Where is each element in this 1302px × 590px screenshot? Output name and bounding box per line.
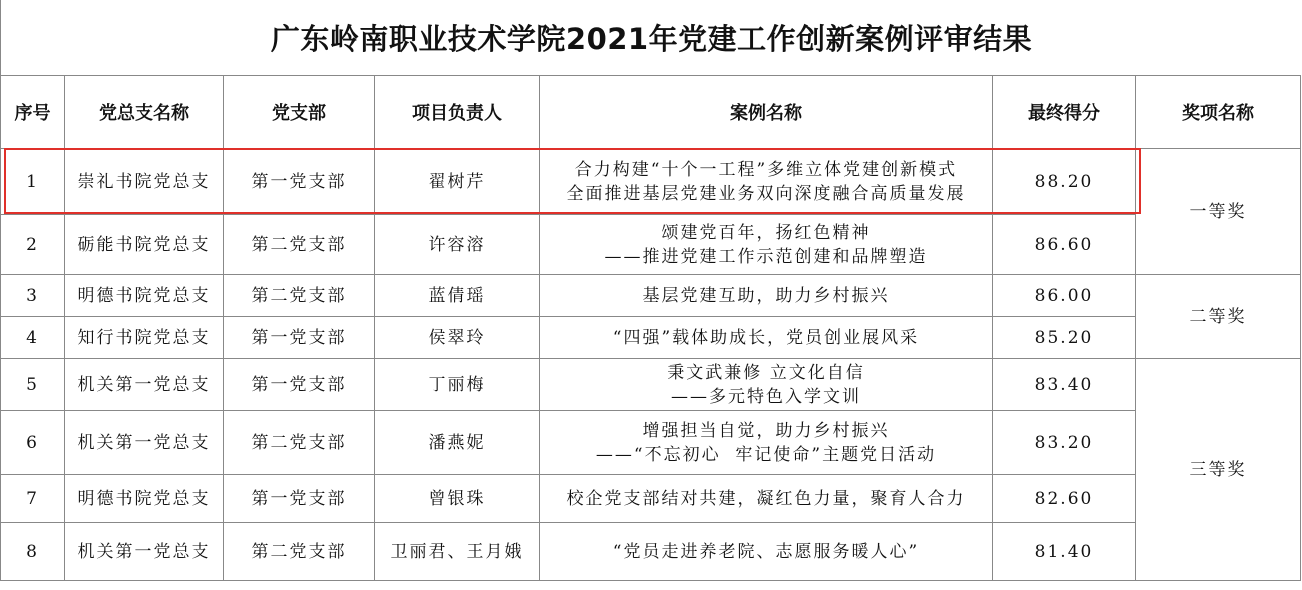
case-line: 全面推进基层党建业务双向深度融合高质量发展: [566, 183, 966, 204]
cell-branch-general: 砺能书院党总支: [65, 215, 224, 275]
case-line: ——多元特色入学文训: [671, 386, 861, 407]
case-line: ——“不忘初心 牢记使命”主题党日活动: [595, 444, 937, 465]
cell-leader: 丁丽梅: [375, 359, 540, 411]
cell-branch: 第二党支部: [224, 411, 375, 475]
case-line: “四强”载体助成长，党员创业展风采: [612, 327, 920, 348]
cell-case-name: [540, 317, 993, 359]
cell-case-name: [540, 359, 993, 411]
cell-no: 2: [1, 215, 65, 275]
cell-case-name: [540, 523, 993, 581]
table-row: [1, 215, 1301, 275]
cell-award: 二等奖: [1136, 275, 1301, 359]
cell-no: 5: [1, 359, 65, 411]
cell-score: 86.60: [993, 215, 1136, 275]
cell-case-name: [540, 275, 993, 317]
case-line: 颂建党百年，扬红色精神: [661, 222, 871, 243]
cell-leader: 翟树芹: [375, 149, 540, 215]
cell-score: 88.20: [993, 149, 1136, 215]
header-case-name: 案例名称: [540, 76, 993, 149]
cell-leader: 许容溶: [375, 215, 540, 275]
case-line: 校企党支部结对共建，凝红色力量，聚育人合力: [566, 488, 966, 509]
header-branch-general: 党总支名称: [65, 76, 224, 149]
cell-score: 83.20: [993, 411, 1136, 475]
cell-leader: 侯翠玲: [375, 317, 540, 359]
cell-case-name: [540, 215, 993, 275]
cell-score: 82.60: [993, 475, 1136, 523]
cell-branch-general: 明德书院党总支: [65, 275, 224, 317]
table-row: [1, 149, 1301, 215]
cell-branch-general: 机关第一党总支: [65, 359, 224, 411]
cell-case-name: [540, 149, 993, 215]
table-row: [1, 317, 1301, 359]
cell-score: 86.00: [993, 275, 1136, 317]
cell-branch-general: 明德书院党总支: [65, 475, 224, 523]
cell-branch-general: 知行书院党总支: [65, 317, 224, 359]
cell-branch: 第二党支部: [224, 215, 375, 275]
case-line: 合力构建“十个一工程”多维立体党建创新模式: [574, 159, 958, 180]
header-branch: 党支部: [224, 76, 375, 149]
cell-award: 一等奖: [1136, 149, 1301, 275]
case-line: ——推进党建工作示范创建和品牌塑造: [604, 246, 928, 267]
table-row: [1, 475, 1301, 523]
cell-branch: 第一党支部: [224, 317, 375, 359]
cell-branch: 第一党支部: [224, 149, 375, 215]
cell-score: 81.40: [993, 523, 1136, 581]
cell-no: 3: [1, 275, 65, 317]
cell-branch: 第一党支部: [224, 359, 375, 411]
cell-branch-general: 机关第一党总支: [65, 411, 224, 475]
case-line: 基层党建互助，助力乡村振兴: [642, 285, 890, 306]
header-leader: 项目负责人: [375, 76, 540, 149]
cell-leader: 卫丽君、王月娥: [375, 523, 540, 581]
case-line: 秉文武兼修 立文化自信: [667, 362, 865, 383]
cell-branch-general: 崇礼书院党总支: [65, 149, 224, 215]
results-table: [0, 75, 1301, 581]
cell-no: 7: [1, 475, 65, 523]
case-line: 增强担当自觉，助力乡村振兴: [642, 420, 890, 441]
cell-award: 三等奖: [1136, 359, 1301, 581]
cell-branch: 第一党支部: [224, 475, 375, 523]
cell-branch: 第二党支部: [224, 523, 375, 581]
cell-no: 6: [1, 411, 65, 475]
cell-score: 83.40: [993, 359, 1136, 411]
cell-no: 1: [1, 149, 65, 215]
table-row: [1, 523, 1301, 581]
cell-leader: 蓝倩瑶: [375, 275, 540, 317]
cell-score: 85.20: [993, 317, 1136, 359]
cell-case-name: [540, 411, 993, 475]
cell-no: 4: [1, 317, 65, 359]
cell-leader: 潘燕妮: [375, 411, 540, 475]
table-row: [1, 275, 1301, 317]
header-award: 奖项名称: [1136, 76, 1301, 149]
table-row: [1, 359, 1301, 411]
header-score: 最终得分: [993, 76, 1136, 149]
header-no: 序号: [1, 76, 65, 149]
page-title: 广东岭南职业技术学院2021年党建工作创新案例评审结果: [0, 0, 1302, 75]
table-header-row: [1, 76, 1301, 149]
cell-branch-general: 机关第一党总支: [65, 523, 224, 581]
case-line: “党员走进养老院、志愿服务暖人心”: [612, 541, 920, 562]
cell-no: 8: [1, 523, 65, 581]
cell-branch: 第二党支部: [224, 275, 375, 317]
cell-case-name: [540, 475, 993, 523]
cell-leader: 曾银珠: [375, 475, 540, 523]
table-row: [1, 411, 1301, 475]
